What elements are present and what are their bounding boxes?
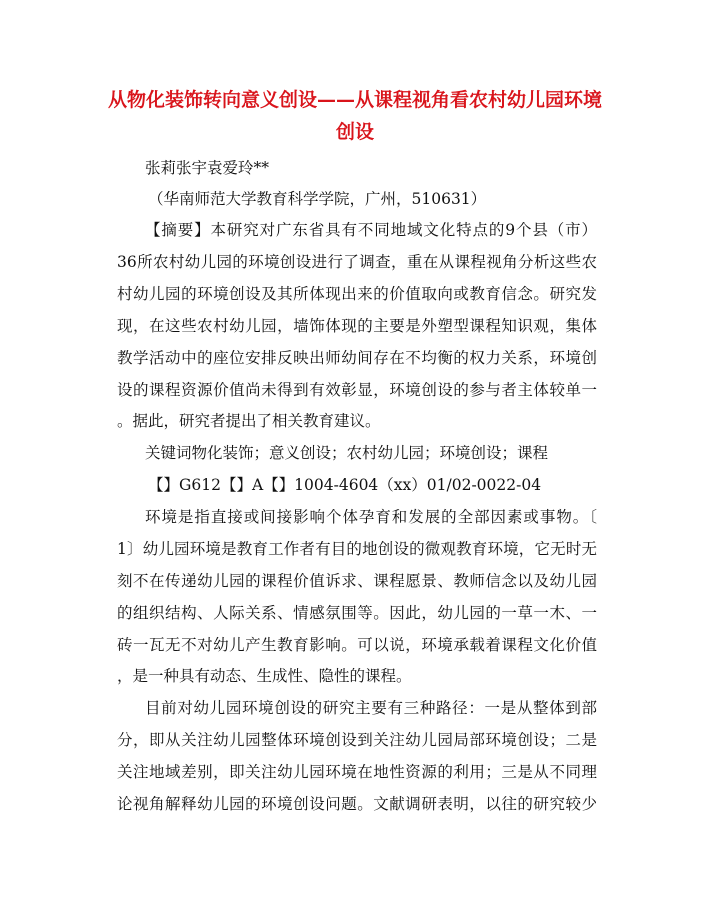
authors: 张莉张宇袁爱玲** bbox=[145, 159, 270, 177]
affiliation: （华南师范大学教育科学学院，广州，510631） bbox=[148, 190, 487, 208]
para2-line-3: 关注地域差别，即关注幼儿园环境在地性资源的利用；三是从不同理 bbox=[117, 763, 597, 781]
para1-line-6: ，是一种具有动态、生成性、隐性的课程。 bbox=[117, 667, 412, 685]
abstract-line-6: 设的课程资源价值尚未得到有效彰显，环境创设的参与者主体较单一 bbox=[117, 381, 597, 399]
abstract-line-3: 村幼儿园的环境创设及其所体现出来的价值取向或教育信念。研究发 bbox=[117, 285, 597, 303]
abstract-line-1: 【摘要】本研究对广东省具有不同地域文化特点的9个县（市） bbox=[145, 221, 597, 239]
abstract-line-7: 。据此，研究者提出了相关教育建议。 bbox=[117, 412, 381, 430]
para2-line-1: 目前对幼儿园环境创设的研究主要有三种路径：一是从整体到部 bbox=[145, 699, 597, 717]
para1-line-3: 刻不在传递幼儿园的课程价值诉求、课程愿景、教师信念以及幼儿园 bbox=[117, 572, 597, 590]
para1-line-2: 1〕幼儿园环境是教育工作者有目的地创设的微观教育环境，它无时无 bbox=[117, 540, 597, 558]
para2-line-4: 论视角解释幼儿园的环境创设问题。文献调研表明，以往的研究较少 bbox=[117, 795, 597, 813]
para1-line-4: 的组织结构、人际关系、情感氛围等。因此，幼儿园的一草一木、一 bbox=[117, 604, 597, 622]
keywords: 关键词物化装饰；意义创设；农村幼儿园；环境创设；课程 bbox=[145, 444, 549, 462]
classification: 【】G612【】A【】1004-4604（xx）01/02-0022-04 bbox=[148, 476, 542, 494]
article-title-line-2: 创设 bbox=[335, 121, 374, 143]
para1-line-5: 砖一瓦无不对幼儿产生教育影响。可以说，环境承载着课程文化价值 bbox=[117, 636, 597, 654]
abstract-line-4: 现，在这些农村幼儿园，墙饰体现的主要是外塑型课程知识观，集体 bbox=[117, 317, 597, 335]
para1-line-1: 环境是指直接或间接影响个体孕育和发展的全部因素或事物。〔 bbox=[145, 508, 597, 526]
abstract-line-5: 教学活动中的座位安排反映出师幼间存在不均衡的权力关系，环境创 bbox=[117, 349, 597, 367]
para2-line-2: 分，即从关注幼儿园整体环境创设到关注幼儿园局部环境创设；二是 bbox=[117, 731, 597, 749]
abstract-line-2: 36所农村幼儿园的环境创设进行了调查，重在从课程视角分析这些农 bbox=[117, 253, 597, 271]
article-title-line-1: 从物化装饰转向意义创设——从课程视角看农村幼儿园环境 bbox=[107, 89, 602, 111]
